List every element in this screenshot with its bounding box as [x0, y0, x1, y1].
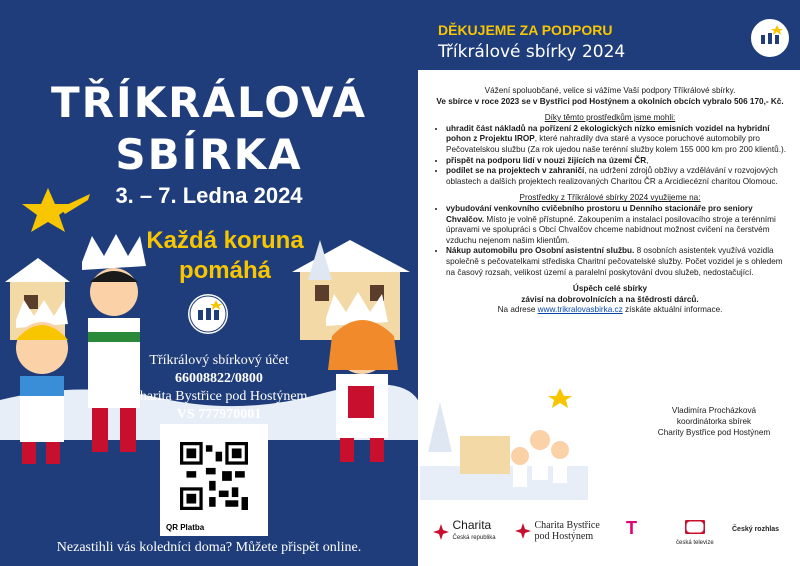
- thank-you-header: [418, 0, 800, 70]
- slogan-line2: pomáhá: [178, 257, 271, 284]
- account-label: Tříkrálový sbírkový účet: [149, 353, 289, 368]
- king-balthasar-illustration: [318, 290, 412, 470]
- list-item: • přispět na podporu lidí v nouzi žijících na území ČR,: [446, 156, 788, 167]
- trikralova-sbirka-logo: [186, 292, 230, 336]
- success-line2: závisí na dobrovolnících a na štědrosti dárců.: [521, 294, 699, 304]
- address-line: Na adrese www.trikralovasbirka.cz získáte aktuální informace.: [497, 305, 723, 315]
- charita-bystrice-logo: Charita Bystřice pod Hostýnem: [514, 520, 600, 542]
- intro-result: Ve sbírce v roce 2023 se v Bystřici pod Hostýnem a okolních obcích vybralo 506 170,- Kč.: [436, 96, 784, 106]
- account-owner: Charita Bystřice pod Hostýnem: [130, 389, 308, 404]
- ct-icon: [685, 520, 705, 534]
- website-link[interactable]: www.trikralovasbirka.cz: [537, 305, 623, 315]
- list-item: • Nákup automobilu pro Osobní asistentní službu. 8 osobních asistentek využívá vozidla společně s pečovatelkami střediska Charitní pečovatelské služby. Počet vozidel je s ohledem na časový rozsah, velikost území a paralelní poskytování dvou služeb, nedostačující.: [446, 246, 788, 278]
- intro-greeting: Vážení spoluobčané, velice si vážíme Vaší podpory Tříkrálové sbírky.: [484, 86, 736, 95]
- header-logo-icon: [750, 18, 790, 58]
- section2-list: [432, 204, 788, 278]
- ceska-televize-logo: česká televize: [676, 520, 714, 546]
- success-line1: Úspěch celé sbírky: [572, 284, 648, 294]
- account-number: 66008822/0800: [175, 371, 263, 386]
- letter-body: [432, 86, 788, 316]
- poster-title-line1: TŘÍKRÁLOVÁ: [50, 78, 367, 127]
- charita-cr-logo: Charita Česká republika: [432, 520, 496, 543]
- section1-list: [432, 124, 788, 188]
- poster-footer: Nezastihli vás koledníci doma? Můžete přispět online.: [56, 540, 362, 555]
- account-info: [124, 352, 314, 424]
- qr-label: QR Platba: [166, 523, 205, 532]
- charita-cross-icon: [514, 522, 532, 540]
- list-item: • vybudování venkovního cvičebního prostoru u Denního stacionáře pro seniory Chvalčov. Místo je volně přístupné. Zakoupením a instalací posilovacího stroje a terénními úpravami ve spolupráci s Obcí Chvalčov chceme nabídnout možnost cvičení na čerstvém vzduchu nejenom našim klientům.: [446, 204, 788, 246]
- section1-title: Díky těmto prostředkům jsme mohli:: [544, 113, 676, 123]
- telekom-logo: T: [626, 518, 637, 538]
- cesky-rozhlas-logo: Český rozhlas: [732, 526, 780, 533]
- kings-scene-illustration: [420, 382, 588, 500]
- poster-dates: 3. – 7. Ledna 2024: [115, 183, 303, 208]
- partner-logos: [418, 512, 800, 552]
- qr-payment-box[interactable]: [160, 424, 268, 536]
- header-line2: Tříkrálové sbírky 2024: [438, 42, 626, 62]
- thank-you-panel: [418, 0, 800, 566]
- list-item: • uhradit část nákladů na pořízení 2 ekologických nízko emisních vozidel na hybridní pohon z Projektu IROP, které nahradily dva staré a vysoce poruchové automobily pro Pečovatelskou službu (Za rok ujedou naše terénní služby kolem 155 000 km pro 200 klientů.).: [446, 124, 788, 156]
- section2-title: Prostředky z Tříkrálové sbírky 2024 využijeme na:: [519, 193, 701, 203]
- header-line1: DĚKUJEME ZA PODPORU: [438, 22, 613, 38]
- charita-cross-icon: [432, 523, 450, 541]
- slogan-line1: Každá koruna: [146, 227, 304, 254]
- signature-block: [644, 405, 784, 438]
- signer-role: koordinátorka sbírek: [676, 417, 752, 426]
- signer-name: Vladimíra Procházková: [671, 406, 757, 415]
- qr-code-icon: [180, 442, 248, 510]
- variable-symbol: VS 777970001: [176, 407, 262, 422]
- signer-org: Charity Bystřice pod Hostýnem: [657, 428, 771, 437]
- poster-title-line2: SBÍRKA: [115, 130, 303, 179]
- list-item: • podílet se na projektech v zahraničí, na udržení zdrojů obživy a vzdělávání v rozvojových oblastech a dalších projektech realizovaných Charitou ČR a Arcidiecézní charitou Olomouc.: [446, 166, 788, 187]
